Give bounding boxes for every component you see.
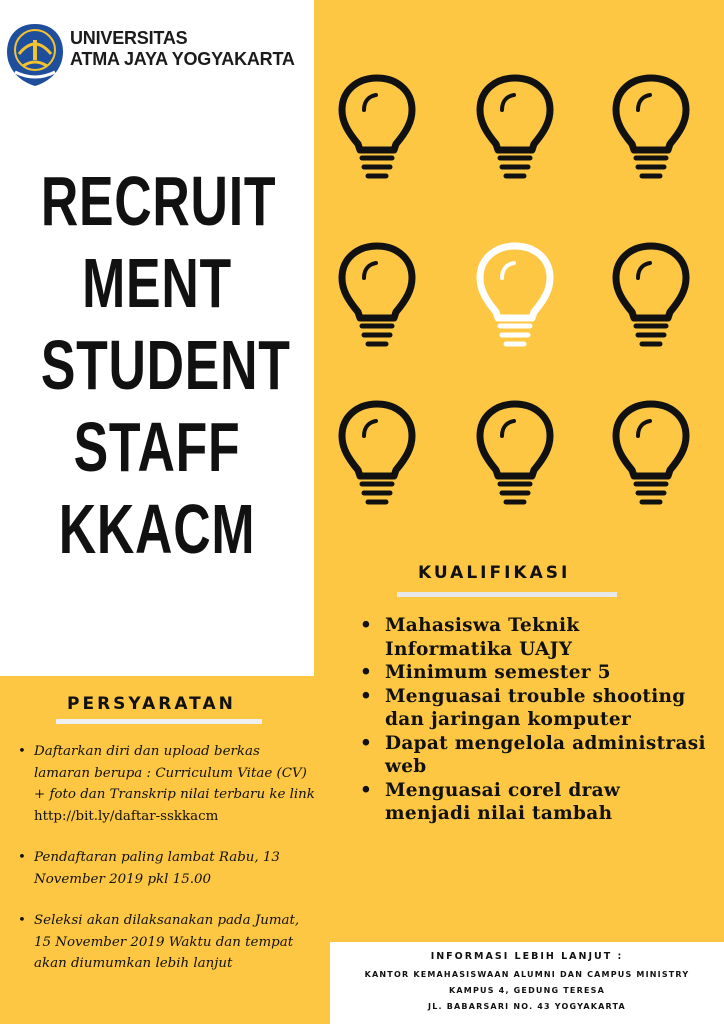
title-line4: STAFF [73,408,241,486]
list-item: • Pendaftaran paling lambat Rabu, 13 November 2019 pkl 15.00 [18,847,318,890]
lightbulb-icon [476,74,554,184]
list-item: • Mahasiswa Teknik Informatika UAJY [360,614,710,661]
title-line5: KKACM [58,490,256,568]
persyaratan-list [18,741,318,975]
title-line3: STUDENT [40,326,291,404]
university-name [70,28,295,69]
kualifikasi-underline [397,592,617,597]
kualifikasi-list [360,614,710,826]
list-item: • Dapat mengelola administrasi web [360,732,710,779]
title-line2: MENT [82,244,232,322]
info-box [330,942,724,1024]
info-line: JL. BABARSARI NO. 43 YOGYAKARTA [428,1002,626,1011]
lightbulb-icon [338,400,416,510]
list-item: • Minimum semester 5 [360,661,710,685]
university-name-line1: UNIVERSITAS [70,28,188,48]
lightbulb-icon [612,242,690,352]
requirement-text: Daftarkan diri dan upload berkas lamaran berupa : Curriculum Vitae (CV) + foto dan Transkrip nilai terbaru ke link [34,744,315,802]
persyaratan-underline [56,719,262,724]
lightbulb-icon [612,74,690,184]
persyaratan-heading: PERSYARATAN [67,694,236,714]
list-item: • Menguasai trouble shooting dan jaringan komputer [360,685,710,732]
page-title [40,160,291,570]
lightbulb-icon [476,400,554,510]
title-line1: RECRUIT [40,162,277,240]
lightbulb-lit-icon [476,242,554,352]
kualifikasi-heading: KUALIFIKASI [418,563,571,583]
list-item [18,741,318,827]
info-line: KAMPUS 4, GEDUNG TERESA [449,986,605,995]
info-line: KANTOR KEMAHASISWAAN ALUMNI DAN CAMPUS MINISTRY [364,970,690,979]
list-item: • Seleksi akan dilaksanakan pada Jumat, 15 November 2019 Waktu dan tempat akan diumumkan lebih lanjut [18,910,318,975]
list-item: • Menguasai corel draw menjadi nilai tambah [360,779,710,826]
university-name-line2: ATMA JAYA YOGYAKARTA [70,48,295,69]
lightbulb-icon [612,400,690,510]
lightbulb-icon [338,74,416,184]
university-logo [5,22,65,88]
registration-link[interactable]: http://bit.ly/daftar-sskkacm [34,808,219,824]
info-title: INFORMASI LEBIH LANJUT : [430,951,624,962]
lightbulb-icon [338,242,416,352]
